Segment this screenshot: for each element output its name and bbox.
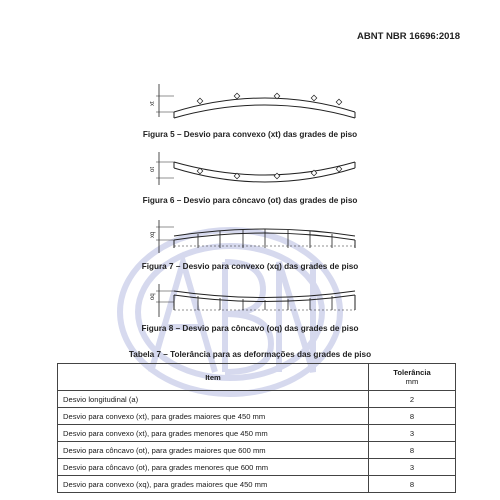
row-value: 2	[369, 391, 456, 408]
table-row	[58, 408, 456, 425]
figure-8-dim-label: oq	[150, 293, 156, 300]
row-item: Desvio para convexo (xt), para grades menores que 450 mm	[58, 425, 369, 442]
row-item: Desvio para côncavo (ot), para grades maiores que 600 mm	[58, 442, 369, 459]
figure-8-diagram	[150, 282, 365, 322]
row-item: Desvio para convexo (xt), para grades maiores que 450 mm	[58, 408, 369, 425]
row-item: Desvio para convexo (xq), para grades maiores que 450 mm	[58, 476, 369, 493]
figure-6-dim-label: ot	[150, 166, 156, 172]
row-value: 8	[369, 408, 456, 425]
figure-5-diagram	[150, 82, 365, 122]
row-value: 8	[369, 476, 456, 493]
table-row	[58, 425, 456, 442]
row-value: 8	[369, 442, 456, 459]
figure-7-diagram	[150, 218, 365, 258]
column-header-tolerance	[369, 364, 456, 391]
table-row	[58, 442, 456, 459]
figure-6-diagram	[150, 150, 365, 190]
figure-7-dim-label: xq	[150, 231, 156, 238]
figure-5-caption: Figura 5 – Desvio para convexo (xt) das grades de piso	[142, 130, 358, 139]
figure-5-dim-label: xt	[150, 101, 156, 106]
table-row	[58, 459, 456, 476]
standard-code: ABNT NBR 16696:2018	[357, 31, 460, 42]
figure-7-caption: Figura 7 – Desvio para convexo (xq) das grades de piso	[141, 262, 359, 271]
figure-6-caption: Figura 6 – Desvio para côncavo (ot) das grades de piso	[142, 196, 358, 205]
row-value: 3	[369, 459, 456, 476]
column-header-item: Item	[58, 364, 369, 391]
tolerance-table	[57, 363, 456, 493]
table-header-row	[58, 364, 456, 391]
row-item: Desvio longitudinal (a)	[58, 391, 369, 408]
figure-8-caption: Figura 8 – Desvio para côncavo (oq) das grades de piso	[141, 324, 359, 333]
table-row	[58, 476, 456, 493]
row-item: Desvio para côncavo (ot), para grades menores que 600 mm	[58, 459, 369, 476]
row-value: 3	[369, 425, 456, 442]
tolerance-label: Tolerância	[393, 368, 431, 377]
table-title: Tabela 7 – Tolerância para as deformações das grades de piso	[128, 350, 372, 359]
table-row	[58, 391, 456, 408]
tolerance-unit: mm	[405, 377, 419, 386]
